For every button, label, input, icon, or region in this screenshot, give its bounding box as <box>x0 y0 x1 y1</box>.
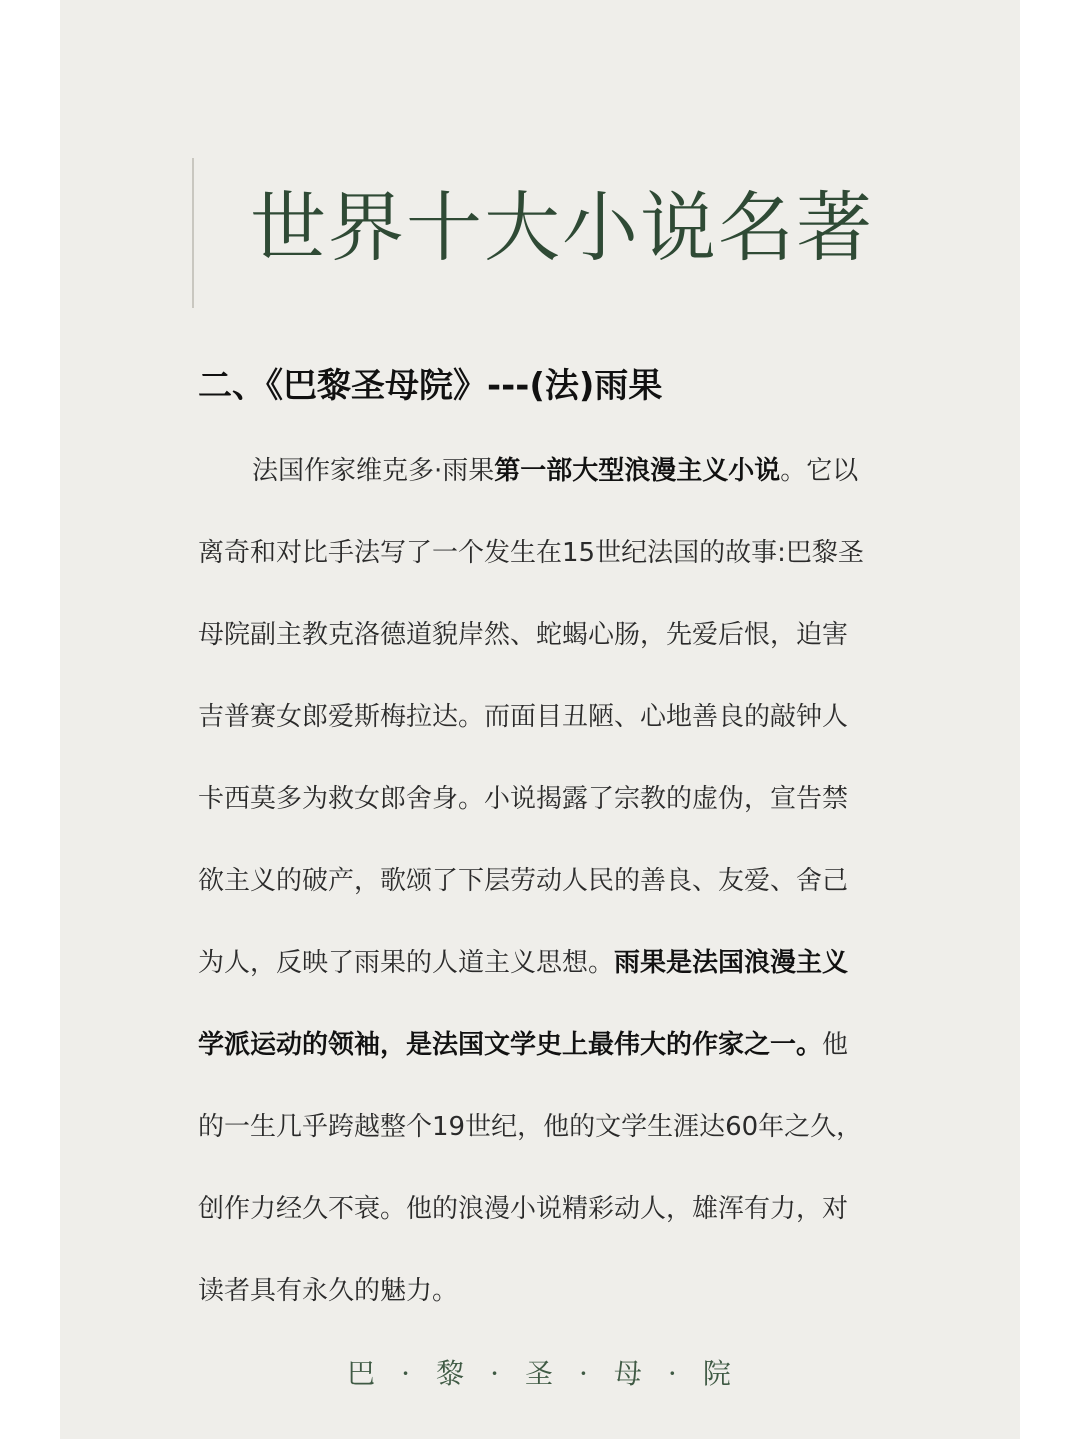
footer-char: 巴 <box>347 1357 378 1390</box>
paragraph-body <box>198 441 898 1343</box>
text-segment: 他 <box>822 1030 849 1060</box>
footer-separator: · <box>490 1357 501 1390</box>
text-segment: 离奇和对比手法写了一个发生在15世纪法国的故事:巴黎圣 <box>198 538 864 568</box>
text-segment: 创作力经久不衰。他的浪漫小说精彩动人，雄浑有力，对 <box>198 1194 849 1224</box>
bold-text: 学派运动的领袖，是法国文学史上最伟大的作家之一。 <box>198 1030 823 1060</box>
footer-char: 母 <box>613 1357 644 1390</box>
text-segment: 母院副主教克洛德道貌岸然、蛇蝎心肠，先爱后恨，迫害 <box>198 620 849 650</box>
text-segment: 欲主义的破产，歌颂了下层劳动人民的善良、友爱、舍己 <box>198 866 849 896</box>
text-segment: 卡西莫多为救女郎舍身。小说揭露了宗教的虚伪，宣告禁 <box>198 784 849 814</box>
footer-char: 黎 <box>436 1357 467 1390</box>
paragraph-line <box>198 933 898 1015</box>
footer-char: 院 <box>702 1357 733 1390</box>
paragraph-line <box>198 441 898 523</box>
bold-text: 雨果是法国浪漫主义 <box>614 948 849 978</box>
bold-text: 第一部大型浪漫主义小说 <box>494 456 781 486</box>
paragraph-line <box>198 605 898 687</box>
paragraph-line <box>198 1097 898 1179</box>
footer-separator: · <box>579 1357 590 1390</box>
text-segment: 的一生几乎跨越整个19世纪，他的文学生涯达60年之久， <box>198 1112 863 1142</box>
text-segment: 为人，反映了雨果的人道主义思想。 <box>198 948 615 978</box>
text-segment: 。它以 <box>780 456 859 486</box>
paragraph-line <box>198 687 898 769</box>
paragraph-line <box>198 1261 898 1343</box>
footer-separator: · <box>667 1357 679 1390</box>
paragraph-line <box>198 1179 898 1261</box>
paragraph-line <box>198 769 898 851</box>
vertical-divider <box>192 158 194 308</box>
footer-separator: · <box>401 1357 413 1390</box>
paragraph-line <box>198 851 898 933</box>
page-title: 世界十大小说名著 <box>250 183 874 272</box>
section-heading: 二、《巴黎圣母院》---(法)雨果 <box>198 366 663 406</box>
text-segment: 读者具有永久的魅力。 <box>198 1276 459 1306</box>
footer-caption <box>0 1352 1080 1396</box>
paragraph-line <box>198 523 898 605</box>
footer-char: 圣 <box>524 1357 555 1390</box>
paragraph-line <box>198 1015 898 1097</box>
text-segment: 吉普赛女郎爱斯梅拉达。而面目丑陋、心地善良的敲钟人 <box>198 702 849 732</box>
text-segment: 法国作家维克多·雨果 <box>252 456 495 486</box>
